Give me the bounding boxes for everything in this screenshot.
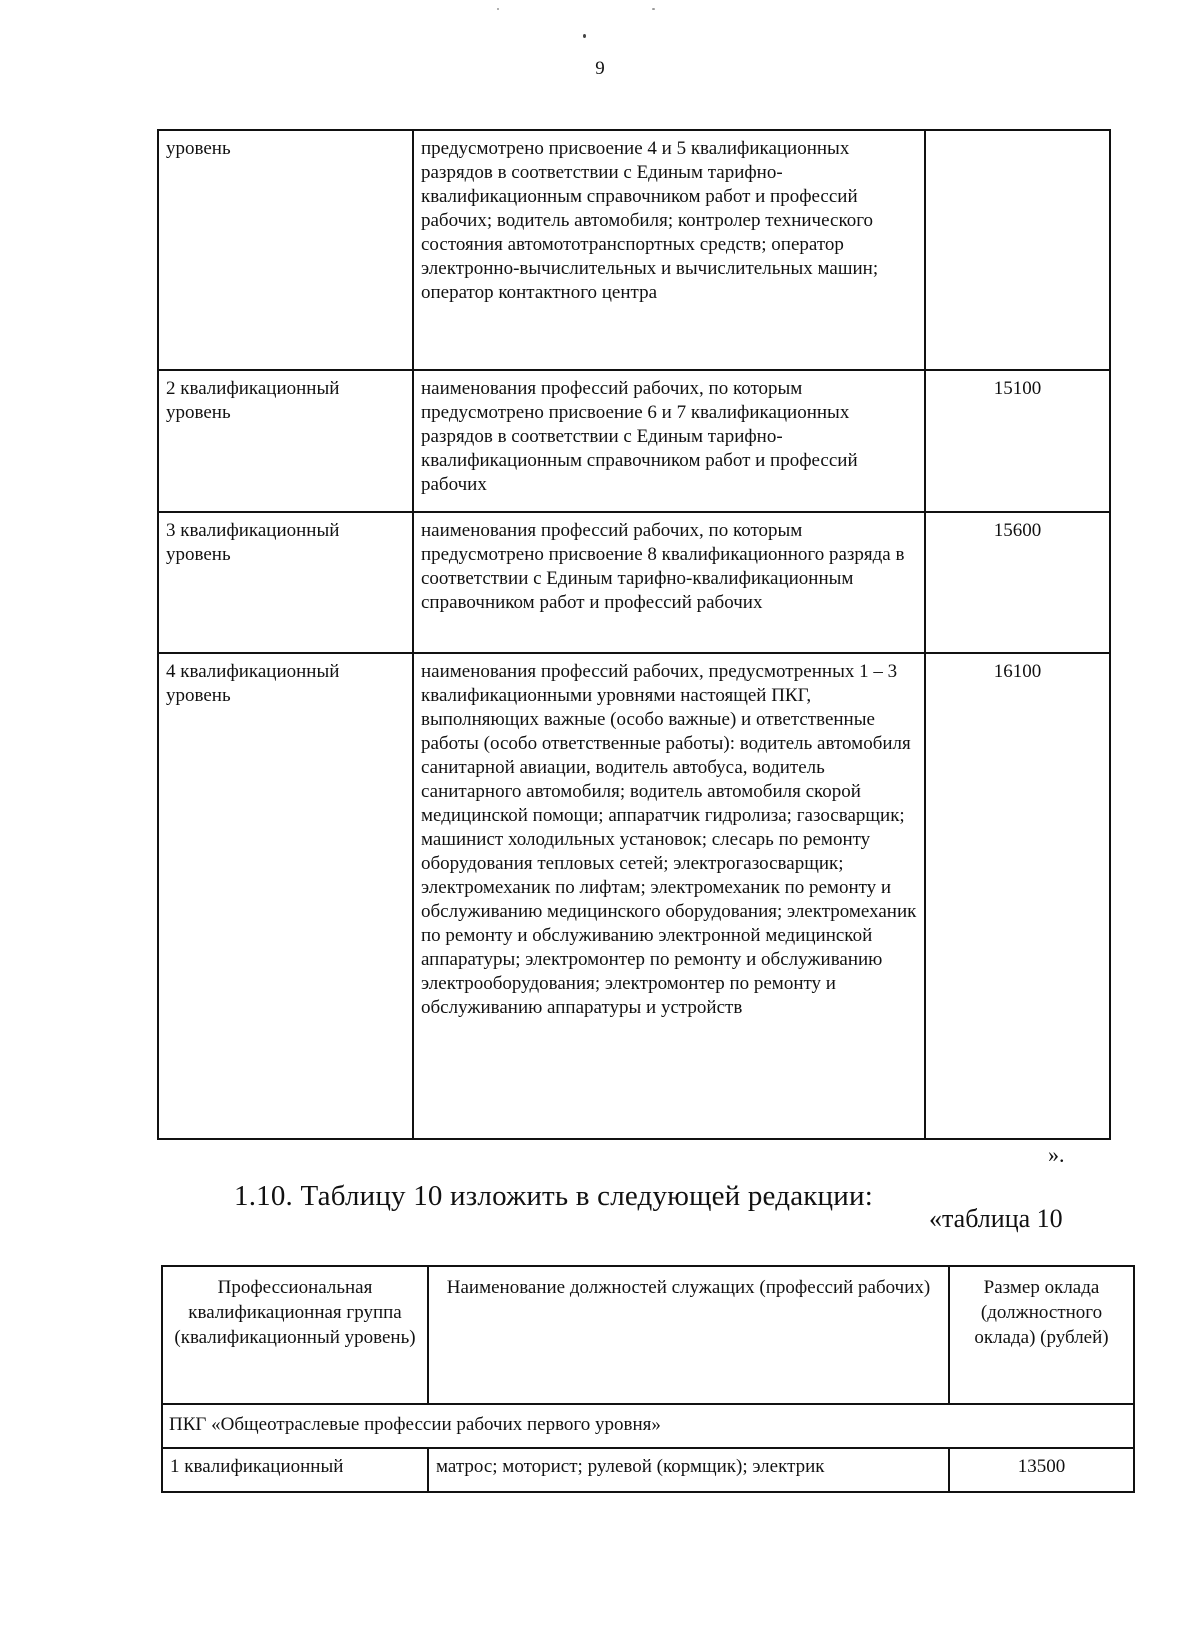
- level-cell: 3 квалификационный уровень: [158, 512, 413, 653]
- description-cell: наименования профессий рабочих, предусмотренных 1 – 3 квалификационными уровнями настоящей ПКГ, выполняющих важные (особо важные) и ответственные работы (особо ответственные работы): водитель автомобиля санитарной авиации, водитель автобуса, водитель санитарного автомобиля; водитель автомобиля скорой медицинской помощи; аппаратчик гидролиза; газосварщик; машинист холодильных установок; слесарь по ремонту оборудования тепловых сетей; электрогазосварщик; электромеханик по лифтам; электромеханик по ремонту и обслуживанию медицинского оборудования; электромеханик по ремонту и обслуживанию электронной медицинской аппаратуры; электромонтер по ремонту и обслуживанию электрооборудования; электромонтер по ремонту и обслуживанию аппаратуры и устройств: [413, 653, 925, 1139]
- level-cell: 2 квалификационный уровень: [158, 370, 413, 512]
- scan-speck: [652, 8, 655, 10]
- salary-cell: [925, 130, 1110, 370]
- section-heading: 1.10. Таблицу 10 изложить в следующей редакции:: [234, 1180, 873, 1212]
- salary-cell: 15100: [925, 370, 1110, 512]
- salary-cell: 13500: [949, 1448, 1134, 1492]
- table-header-row: [162, 1266, 1134, 1404]
- scan-speck: [497, 8, 499, 10]
- scan-speck: [583, 34, 586, 38]
- table-row: [158, 512, 1110, 653]
- header-salary: Размер оклада (должностного оклада) (рублей): [949, 1266, 1134, 1404]
- salary-cell: 16100: [925, 653, 1110, 1139]
- level-cell: уровень: [158, 130, 413, 370]
- description-cell: предусмотрено присвоение 4 и 5 квалификационных разрядов в соответствии с Единым тарифно-квалификационным справочником работ и профессий рабочих; водитель автомобиля; контролер технического состояния автомототранспортных средств; оператор электронно-вычислительных и вычислительных машин; оператор контактного центра: [413, 130, 925, 370]
- level-cell: 1 квалификационный: [162, 1448, 428, 1492]
- description-cell: матрос; моторист; рулевой (кормщик); электрик: [428, 1448, 949, 1492]
- description-cell: наименования профессий рабочих, по которым предусмотрено присвоение 8 квалификационного разряда в соответствии с Единым тарифно-квалификационным справочником работ и профессий рабочих: [413, 512, 925, 653]
- table-caption: «таблица 10: [929, 1204, 1063, 1233]
- level-cell: 4 квалификационный уровень: [158, 653, 413, 1139]
- salary-cell: 15600: [925, 512, 1110, 653]
- closing-quote: ».: [1048, 1142, 1065, 1167]
- table-row: [162, 1448, 1134, 1492]
- page-number: 9: [595, 58, 605, 79]
- table-row: [158, 130, 1110, 370]
- description-cell: наименования профессий рабочих, по которым предусмотрено присвоение 6 и 7 квалификационных разрядов в соответствии с Единым тарифно-квалификационным справочником работ и профессий рабочих: [413, 370, 925, 512]
- group-title-row: [162, 1404, 1134, 1448]
- group-title: ПКГ «Общеотраслевые профессии рабочих первого уровня»: [162, 1404, 1134, 1448]
- table-row: [158, 370, 1110, 512]
- table-row: [158, 653, 1110, 1139]
- header-positions: Наименование должностей служащих (профессий рабочих): [428, 1266, 949, 1404]
- header-group: Профессиональная квалификационная группа (квалификационный уровень): [162, 1266, 428, 1404]
- table-9-continuation: [157, 129, 1111, 1140]
- table-10: [161, 1265, 1135, 1493]
